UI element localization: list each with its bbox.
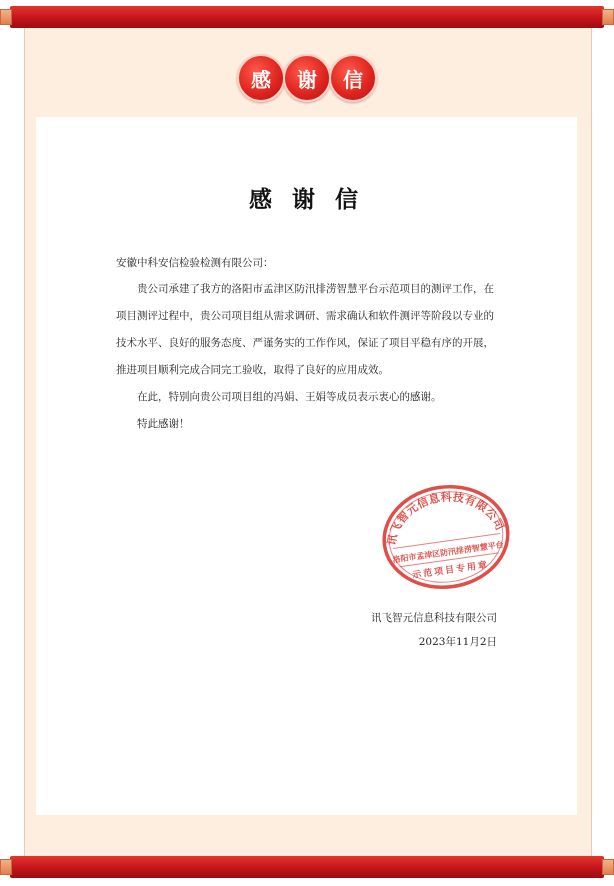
scroll-rod-bottom [10, 856, 604, 878]
svg-text:示范项目专用章: 示范项目专用章 [411, 560, 490, 581]
svg-text:洛阳市孟津区防汛排涝智慧平台: 洛阳市孟津区防汛排涝智慧平台 [392, 540, 505, 565]
signature-date: 2023年11月2日 [418, 636, 497, 648]
signature-company: 讯飞智元信息科技有限公司 [371, 612, 497, 624]
badge-char-2: 谢 [283, 54, 331, 102]
header-badges [0, 54, 614, 102]
letter-title: 感 谢 信 [248, 187, 364, 213]
official-seal [373, 474, 519, 599]
body-paragraph-2: 在此，特别向贵公司项目组的冯娟、王娟等成员表示衷心的感谢。 [137, 391, 442, 403]
salutation: 安徽中科安信检验检测有限公司： [116, 257, 274, 269]
rod-cap-left [0, 9, 12, 25]
signature-block [371, 606, 497, 654]
rod-cap-right [602, 859, 614, 875]
svg-text:讯飞智元信息科技有限公司: 讯飞智元信息科技有限公司 [385, 490, 507, 547]
badge-char-1: 感 [237, 54, 285, 102]
rod-cap-left [0, 859, 12, 875]
body-paragraph-1: 贵公司承建了我方的洛阳市孟津区防汛排涝智慧平台示范项目的测评工作，在项目测评过程中，贵公司项目组从需求调研、需求确认和软件测评等阶段以专业的技术水平、良好的服务态度、严谨务实的工作作风，保证了项目平稳有序的开展，推进项目顺利完成合同完工验收，取得了良好的应用成效。 [116, 283, 494, 376]
letter-card [36, 117, 577, 815]
body-paragraph-3: 特此感谢！ [137, 418, 190, 430]
scroll-rod-top [10, 6, 604, 28]
rod-cap-right [602, 9, 614, 25]
badge-char-3: 信 [329, 54, 377, 102]
